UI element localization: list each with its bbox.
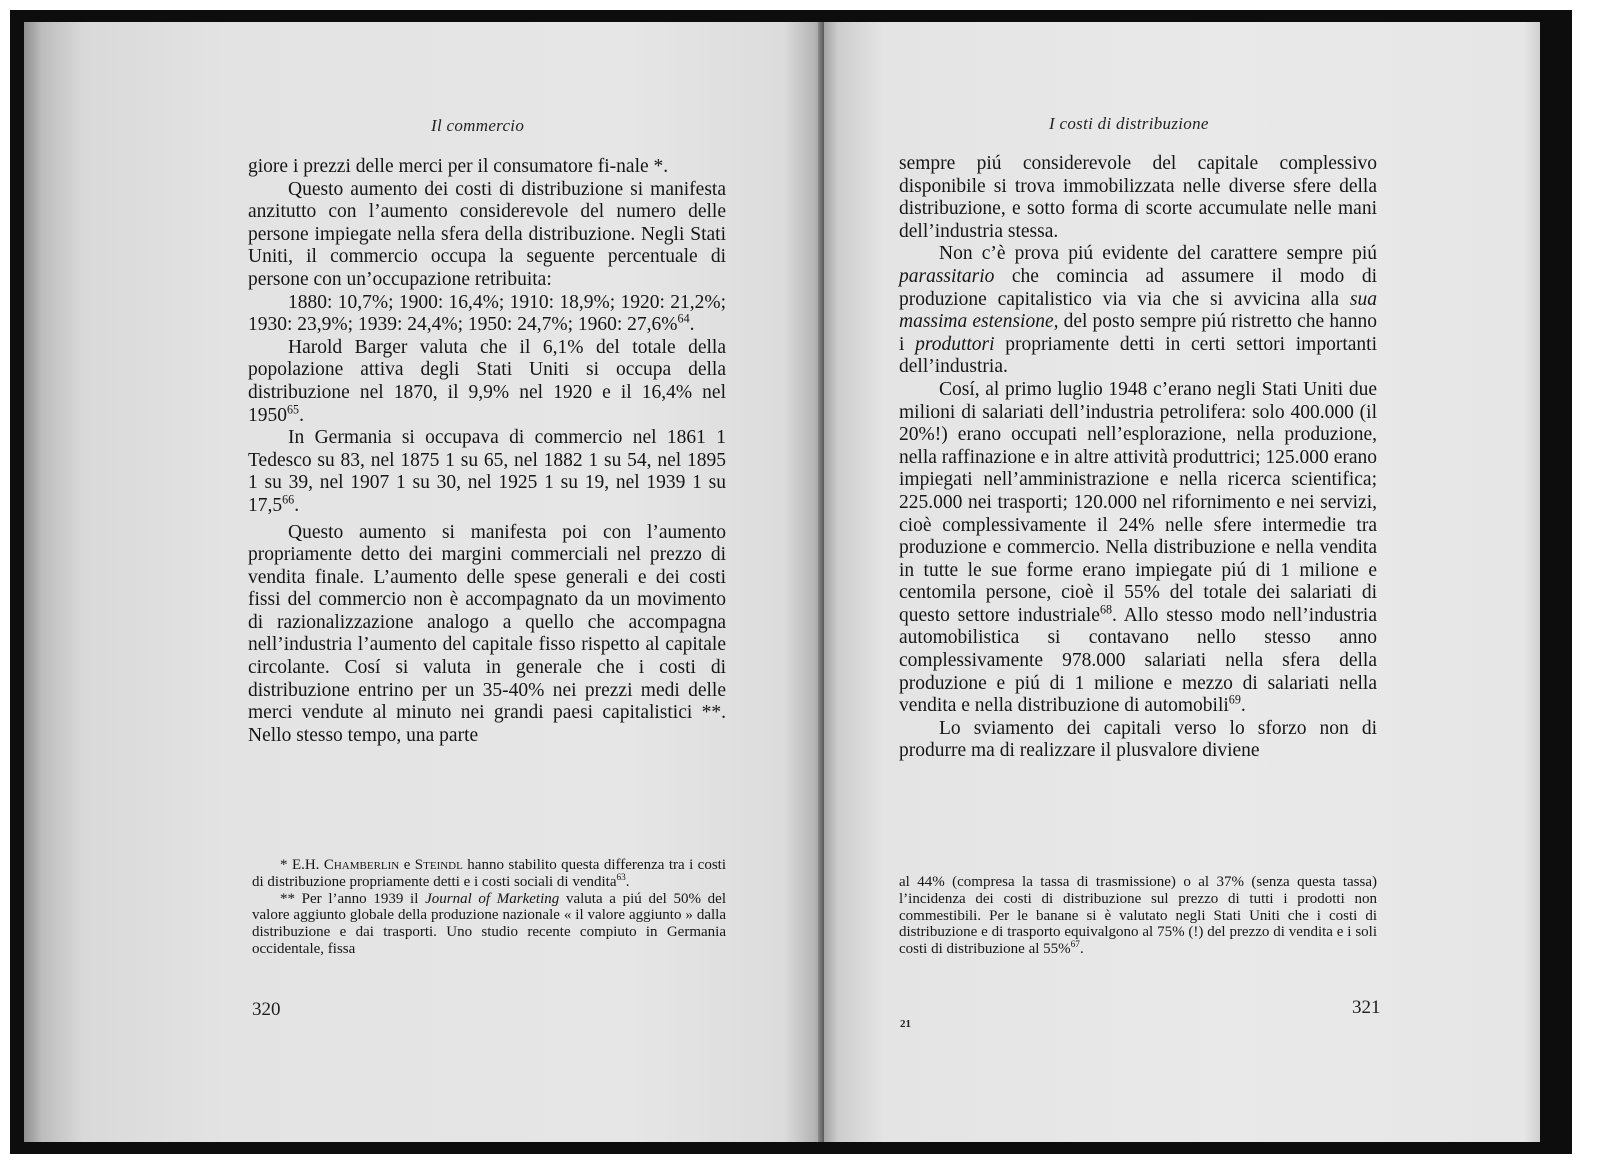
- right-page-number: 321: [1352, 997, 1381, 1018]
- footnote-ref-65: 65: [287, 402, 300, 417]
- left-paragraph-4: Harold Barger valuta che il 6,1% del totale della popolazione attiva degli Stati Uniti si occupa della distribuzione nel 1870, il 9,9% nel 1920 e il 16,4% nel 1950$^{65}$.: [248, 336, 726, 426]
- left-footnotes: [252, 857, 726, 958]
- right-paragraph-1: sempre piú considerevole del capitale complessivo disponibile si trova immobilizzata nelle diverse sfere della distribuzione, e sotto forma di scorte accumulate nelle mani dell’industria stessa.: [899, 153, 1377, 242]
- left-page: [24, 22, 824, 1142]
- footnote-ref-66: 66: [282, 492, 295, 507]
- footnote-1: * E.H. Chamberlin e Steindl hanno stabilito questa differenza tra i costi di distribuzione propriamente detti e i costi sociali di vendita$^{63}$.: [252, 857, 727, 890]
- right-paragraph-3: Cosí, al primo luglio 1948 c’erano negli Stati Uniti due milioni di salariati dell’industria petrolifera: solo 400.000 (il 20%!) erano occupati nell’esplorazione, nella produzione, nella raffinazione e in altre attività produttrici; 125.000 erano impiegati nell’amministrazione e nella ricerca scientifica; 225.000 nei trasporti; 120.000 nel rifornimento e nei servizi, cioè complessivamente il 24% nelle sfere intermedie tra produzione e commercio. Nella distribuzione e nella vendita in tutte le sue forme erano impiegate piú di 1 milione e centomila persone, cioè il 55% del totale dei salariati di questo settore industriale$^{68}$. Allo stesso modo nell’industria automobilistica si contavano nello stesso anno complessivamente 978.000 salariati nella sfera della produzione e piú di 1 milione e mezzo di salariati nella vendita e nella distribuzione di automobili$^{69}$.: [899, 378, 1378, 717]
- footnote-ref-64: 64: [677, 311, 690, 326]
- left-page-number: 320: [252, 999, 281, 1020]
- right-footnote-continuation: al 44% (compresa la tassa di trasmissione) o al 37% (senza questa tassa) l’incidenza dei costi di distribuzione sul prezzo di tutti i prodotti non commestibili. Per le banane si è valutato negli Stati Uniti che i costi di distribuzione e di trasporto equivalgono al 75% (!) del prezzo di vendita e i soli costi di distribuzione al 55%$^{67}$.: [899, 874, 1377, 958]
- right-running-head: I costi di distribuzione: [1049, 114, 1209, 133]
- right-paragraph-4: Lo sviamento dei capitali verso lo sforzo non di produrre ma di realizzare il plusvalore diviene: [899, 717, 1377, 762]
- right-page: [824, 22, 1540, 1142]
- printer-signature-mark: 21: [900, 1018, 911, 1030]
- right-paragraph-2: Non c’è prova piú evidente del carattere sempre piú parassitario che comincia ad assumere il modo di produzione capitalistico via via che si avvicina alla sua massima estensione, del posto sempre piú ristretto che hanno i produttori propriamente detti in certi settori importanti dell’industria.: [899, 243, 1377, 378]
- scan-border-right: [1540, 10, 1572, 1154]
- footnote-ref-69: 69: [1228, 692, 1241, 707]
- left-body-text: [248, 156, 726, 747]
- right-body-text: [899, 153, 1377, 763]
- footnote-ref-68: 68: [1099, 602, 1113, 617]
- left-paragraph-1: giore i prezzi delle merci per il consumatore fi-nale *.: [248, 156, 669, 177]
- left-paragraph-3: 1880: 10,7%; 1900: 16,4%; 1910: 18,9%; 1920: 21,2%; 1930: 23,9%; 1939: 24,4%; 1950: 24,7%; 1960: 27,6%$^{64}$.: [248, 291, 726, 336]
- scan-border-bottom: [10, 1140, 1570, 1154]
- footnote-2: ** Per l’anno 1939 il Journal of Marketing valuta a piú del 50% del valore aggiunto globale della produzione nazionale « il valore aggiunto » dalla distribuzione e dai trasporti. Uno studio recente compiuto in Germania occidentale, fissa: [252, 890, 726, 957]
- left-paragraph-5: In Germania si occupava di commercio nel 1861 1 Tedesco su 83, nel 1875 1 su 65, nel 1882 1 su 54, nel 1895 1 su 39, nel 1907 1 su 30, nel 1925 1 su 19, nel 1939 1 su 17,5$^{66}$.: [248, 427, 726, 516]
- left-paragraph-6: Questo aumento si manifesta poi con l’aumento propriamente detto dei margini commerciali nel prezzo di vendita finale. L’aumento delle spese generali e dei costi fissi del commercio non è accompagnato da un movimento di razionalizzazione analogo a quello che accompagna nell’industria l’aumento del capitale fisso rispetto al capitale circolante. Cosí si valuta in generale che i costi di distribuzione entrino per un 35-40% nei prezzi medi delle merci vendute al minuto nei grandi paesi capitalistici **. Nello stesso tempo, una parte: [248, 521, 726, 746]
- left-paragraph-2: Questo aumento dei costi di distribuzione si manifesta anzitutto con l’aumento considerevole del numero delle persone impiegate nella sfera della distribuzione. Negli Stati Uniti, il commercio occupa la seguente percentuale di persone con un’occupazione retribuita:: [248, 178, 726, 290]
- scan-border-left: [10, 10, 24, 1154]
- left-running-head: Il commercio: [431, 116, 525, 135]
